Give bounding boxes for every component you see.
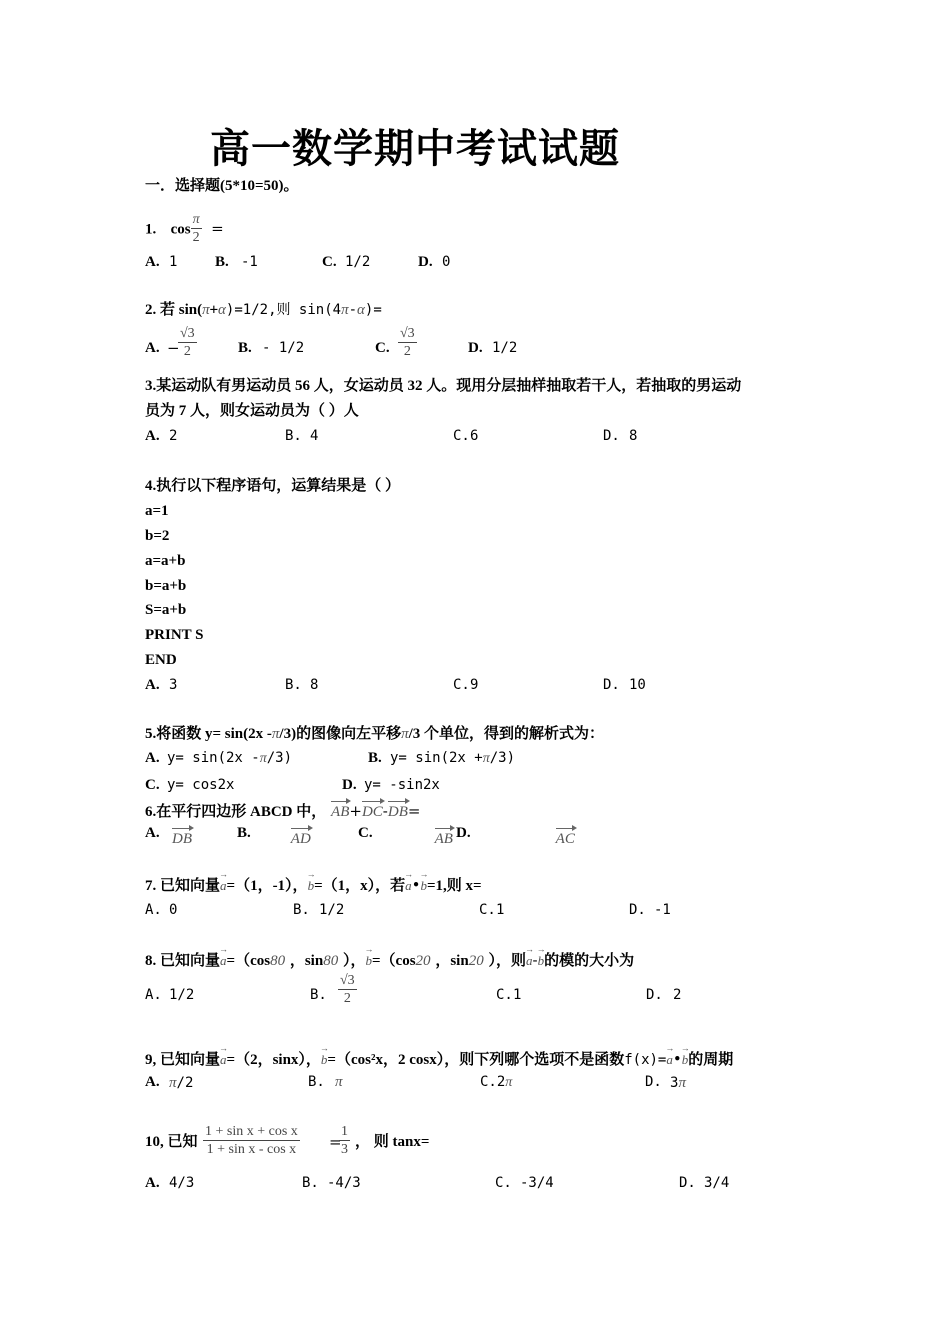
- question-8: 8. 已知向量→ a=（cos80 ，sin80 ），→ b=（cos20 ，sin20 ），则→ a-→ b的模的大小为: [145, 948, 634, 971]
- question-1: 1. cos $\frac{\pi}{2}$ =: [145, 212, 224, 245]
- question-6: 6.在平行四边形 ABCD 中， AB+DC-DB=: [145, 798, 420, 822]
- question-4: 4.执行以下程序语句，运算结果是（ ）: [145, 478, 401, 494]
- question-9: 9, 已知向量→ a=（2，sinx），→ b=（cos²x，2 cosx），则下列哪个选项不是函数f(x)=→ a•→ b的周期: [145, 1047, 733, 1070]
- code-line: b=a+b: [145, 578, 187, 594]
- page-title: 高一数学期中考试试题: [210, 125, 620, 172]
- question-2: 2. 若 sin(π+α)=1/2,则 sin(4π-α)=: [145, 302, 382, 318]
- section-heading: 一．选择题(5*10=50)。: [145, 178, 299, 194]
- question-5: 5.将函数 y= sin(2x -π/3)的图像向左平移π/3 个单位，得到的解析式为：: [145, 726, 605, 742]
- code-line: S=a+b: [145, 602, 187, 618]
- code-line: b=2: [145, 528, 170, 544]
- code-line: END: [145, 652, 177, 668]
- question-7: 7. 已知向量→ a=（1，-1），→ b=（1，x），若→ a•→ b=1,则 x=: [145, 873, 482, 896]
- question-3-line-2: 员为 7 人，则女运动员为（ ）人: [145, 403, 359, 419]
- question-6-options: A. DB B. AD C. AB D. AC: [145, 825, 575, 847]
- question-3-line-1: 3.某运动队有男运动员 56 人，女运动员 32 人。现用分层抽样抽取若干人，若抽取的男运动: [145, 378, 742, 394]
- code-line: a=1: [145, 503, 169, 519]
- code-line: PRINT S: [145, 627, 204, 643]
- code-line: a=a+b: [145, 553, 186, 569]
